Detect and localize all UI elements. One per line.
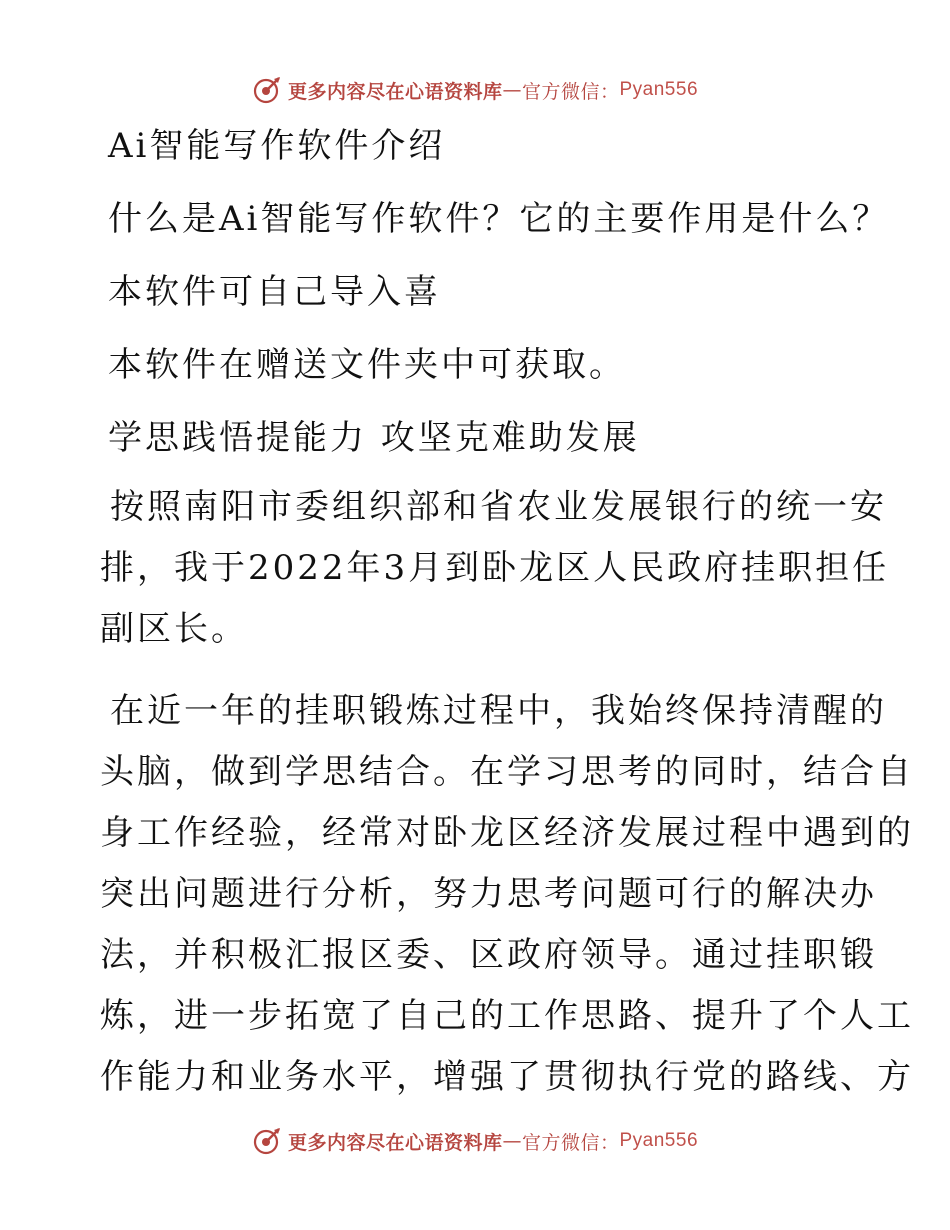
banner-wechat-id: Pyan556 [619, 79, 699, 100]
document-body [100, 124, 914, 1108]
banner-separator: — [502, 79, 522, 101]
paragraph-line: 作能力和业务水平，增强了贯彻执行党的路线、方 [100, 1057, 914, 1097]
heading-import: 本软件可自己导入喜 [108, 272, 441, 312]
quill-pen-circle-icon [252, 1126, 282, 1156]
paragraph-experience [100, 681, 914, 1108]
article-title: 学思践悟提能力 攻坚克难助发展 [108, 418, 640, 458]
heading-ai-intro: Ai智能写作软件介绍 [108, 126, 446, 166]
paragraph-line: 突出问题进行分析，努力思考问题可行的解决办 [100, 874, 877, 914]
heading-what-is-ai: 什么是Ai智能写作软件？它的主要作用是什么？ [108, 199, 890, 239]
paragraph-line: 法，并积极汇报区委、区政府领导。通过挂职锻 [100, 935, 877, 975]
banner-wechat-label: 官方微信： [521, 1131, 620, 1154]
paragraph-line: 排，我于2022年3月到卧龙区人民政府挂职担任 [100, 548, 890, 588]
footer-banner [0, 1121, 950, 1161]
header-banner [0, 70, 950, 110]
paragraph-line: 身工作经验，经常对卧龙区经济发展过程中遇到的 [100, 813, 914, 853]
heading-get-software: 本软件在赠送文件夹中可获取。 [108, 345, 626, 385]
paragraph-line: 副区长。 [100, 609, 248, 649]
paragraph-line: 在近一年的挂职锻炼过程中，我始终保持清醒的 [110, 691, 887, 731]
banner-separator: — [502, 1130, 522, 1152]
paragraph-intro [100, 477, 890, 660]
banner-wechat-label: 官方微信： [521, 80, 620, 103]
banner-site-text: 更多内容尽在心语资料库 [287, 1131, 503, 1154]
paragraph-line: 炼，进一步拓宽了自己的工作思路、提升了个人工 [100, 996, 914, 1036]
paragraph-line: 按照南阳市委组织部和省农业发展银行的统一安 [110, 487, 887, 527]
banner-site-text: 更多内容尽在心语资料库 [287, 80, 503, 103]
paragraph-line: 头脑，做到学思结合。在学习思考的同时，结合自 [100, 752, 914, 792]
banner-wechat-id: Pyan556 [619, 1130, 699, 1151]
quill-pen-circle-icon [252, 75, 282, 105]
